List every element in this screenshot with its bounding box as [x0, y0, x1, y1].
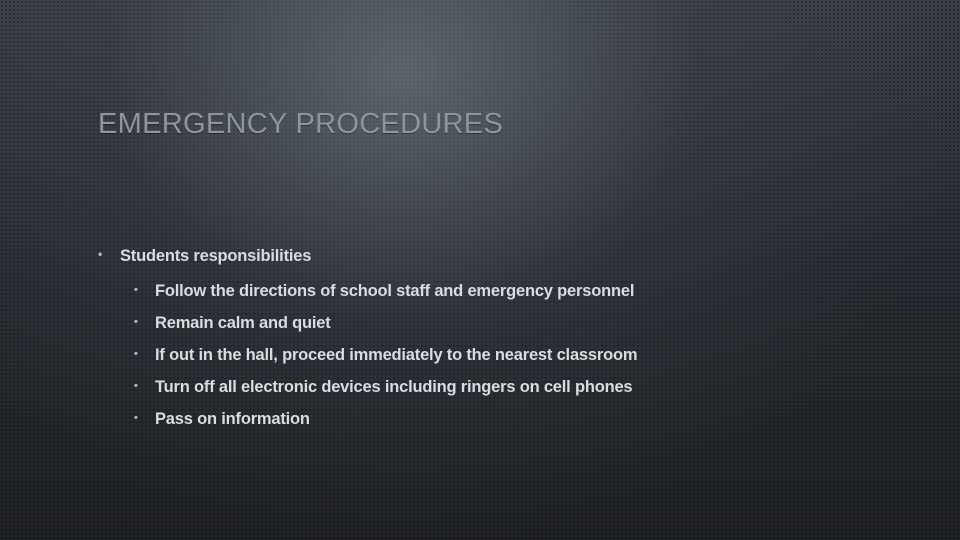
main-point-text: Students responsibilities — [120, 247, 312, 265]
sub-point-text: Follow the directions of school staff and emergency personnel — [155, 282, 635, 300]
bullet-icon: • — [134, 380, 138, 392]
sub-bullet-item — [98, 275, 898, 307]
bullet-icon: • — [134, 284, 138, 296]
sub-bullet-item — [98, 403, 898, 435]
sub-point-text: Pass on information — [155, 410, 310, 428]
slide-content — [98, 243, 898, 435]
sub-point-text: Remain calm and quiet — [155, 314, 331, 332]
bullet-icon: • — [134, 412, 138, 424]
sub-point-text: Turn off all electronic devices including ringers on cell phones — [155, 378, 633, 396]
bullet-icon: • — [134, 316, 138, 328]
bullet-icon: • — [98, 247, 103, 261]
bullet-students-responsibilities — [98, 243, 898, 269]
sub-bullet-list — [98, 275, 898, 435]
bullet-icon: • — [134, 348, 138, 360]
slide-title: EMERGENCY PROCEDURES — [98, 108, 504, 140]
sub-bullet-item — [98, 307, 898, 339]
sub-point-text: If out in the hall, proceed immediately to the nearest classroom — [155, 346, 638, 364]
sub-bullet-item — [98, 371, 898, 403]
sub-bullet-item — [98, 339, 898, 371]
